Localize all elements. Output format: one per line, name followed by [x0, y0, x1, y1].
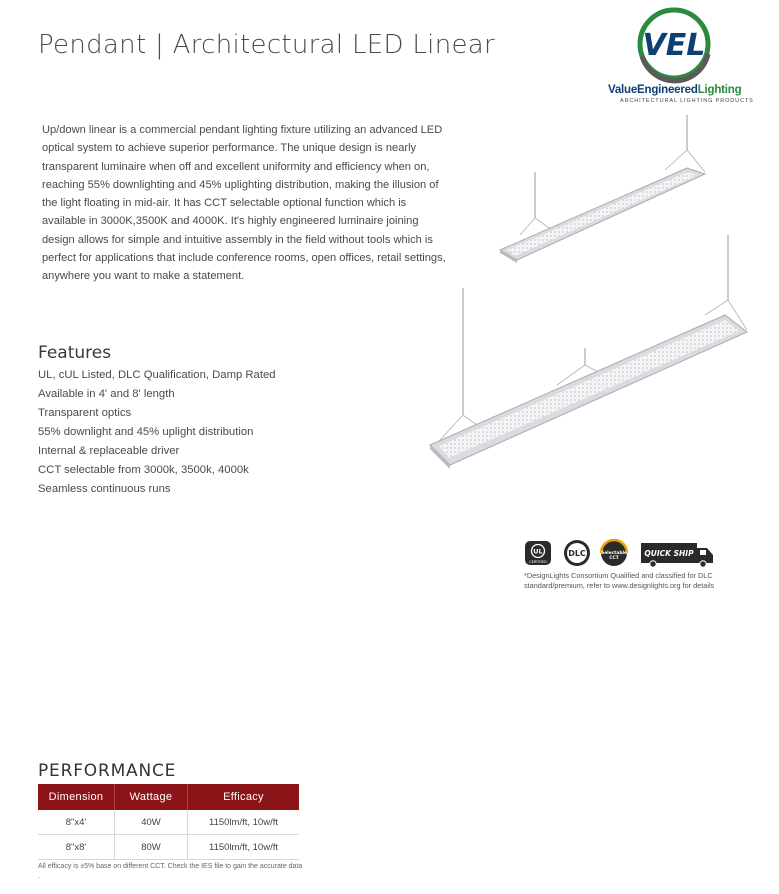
svg-text:UL: UL	[533, 547, 543, 556]
dlc-footnote: *DesignLights Consortium Qualified and classified for DLC standard/premium, refer to www.designlights.org for details	[524, 571, 715, 590]
brand-name	[608, 84, 741, 96]
feature-item: CCT selectable from 3000k, 3500k, 4000k	[38, 464, 249, 476]
table-row	[38, 810, 299, 835]
table-header-row	[38, 784, 299, 810]
svg-text:CCT: CCT	[609, 556, 619, 561]
vel-logo-icon	[600, 6, 750, 84]
column-header-efficacy: Efficacy	[188, 784, 300, 810]
performance-table	[38, 784, 299, 860]
page-title: Pendant | Architectural LED Linear	[38, 30, 495, 60]
column-header-dimension: Dimension	[38, 784, 115, 810]
performance-heading: PERFORMANCE	[38, 761, 177, 781]
feature-item: Internal & replaceable driver	[38, 445, 180, 457]
svg-text:CERTIFIED: CERTIFIED	[529, 560, 547, 564]
table-row	[38, 835, 299, 860]
cell-dimension: 8"x4'	[38, 810, 115, 835]
performance-footnote: All efficacy is ±5% base on different CCT. Check the IES file to gain the accurate data .	[38, 863, 303, 880]
column-header-wattage: Wattage	[115, 784, 188, 810]
selectable-cct-icon	[601, 540, 627, 566]
cell-efficacy: 1150lm/ft, 10w/ft	[188, 835, 300, 860]
cell-wattage: 40W	[115, 810, 188, 835]
dlc-icon	[564, 540, 590, 566]
svg-text:Selectable: Selectable	[601, 551, 627, 556]
svg-text:DLC: DLC	[568, 549, 586, 558]
features-list	[38, 366, 276, 499]
quick-ship-truck-icon	[641, 543, 713, 567]
brand-name-part2: Lighting	[697, 84, 742, 96]
feature-item: Available in 4' and 8' length	[38, 388, 175, 400]
cell-dimension: 8"x8'	[38, 835, 115, 860]
brand-name-part1: ValueEngineered	[608, 84, 698, 96]
cell-efficacy: 1150lm/ft, 10w/ft	[188, 810, 300, 835]
certification-badges	[523, 539, 723, 569]
logo-letters: VEL	[642, 28, 706, 63]
features-heading: Features	[38, 343, 112, 363]
feature-item: Seamless continuous runs	[38, 483, 171, 495]
pendant-fixture-image	[425, 110, 770, 470]
ul-certified-icon	[525, 541, 551, 565]
cell-wattage: 80W	[115, 835, 188, 860]
feature-item: Transparent optics	[38, 407, 132, 419]
feature-item: UL, cUL Listed, DLC Qualification, Damp Rated	[38, 369, 276, 381]
brand-tagline: ARCHITECTURAL LIGHTING PRODUCTS	[620, 98, 754, 104]
feature-item: 55% downlight and 45% uplight distribution	[38, 426, 254, 438]
brand-logo	[600, 6, 754, 106]
product-description: Up/down linear is a commercial pendant lighting fixture utilizing an advanced LED optical system to achieve superior performance. The unique design is nearly transparent luminaire when off and excellent uniformity and efficiency when on, reaching 55% downlighting and 45% uplighting distribution, making the illusion of the light floating in mid-air. It has CCT selectable optional function which is available in 3000K,3500K and 4000K. It's highly engineered luminaire joining design allows for simple and intuitive assembly in the field without tools which is perfect for applications that include conference rooms, open offices, retail settings, anywhere you want to make a statement.	[42, 124, 446, 283]
svg-text:QUICK SHIP: QUICK SHIP	[644, 549, 694, 558]
